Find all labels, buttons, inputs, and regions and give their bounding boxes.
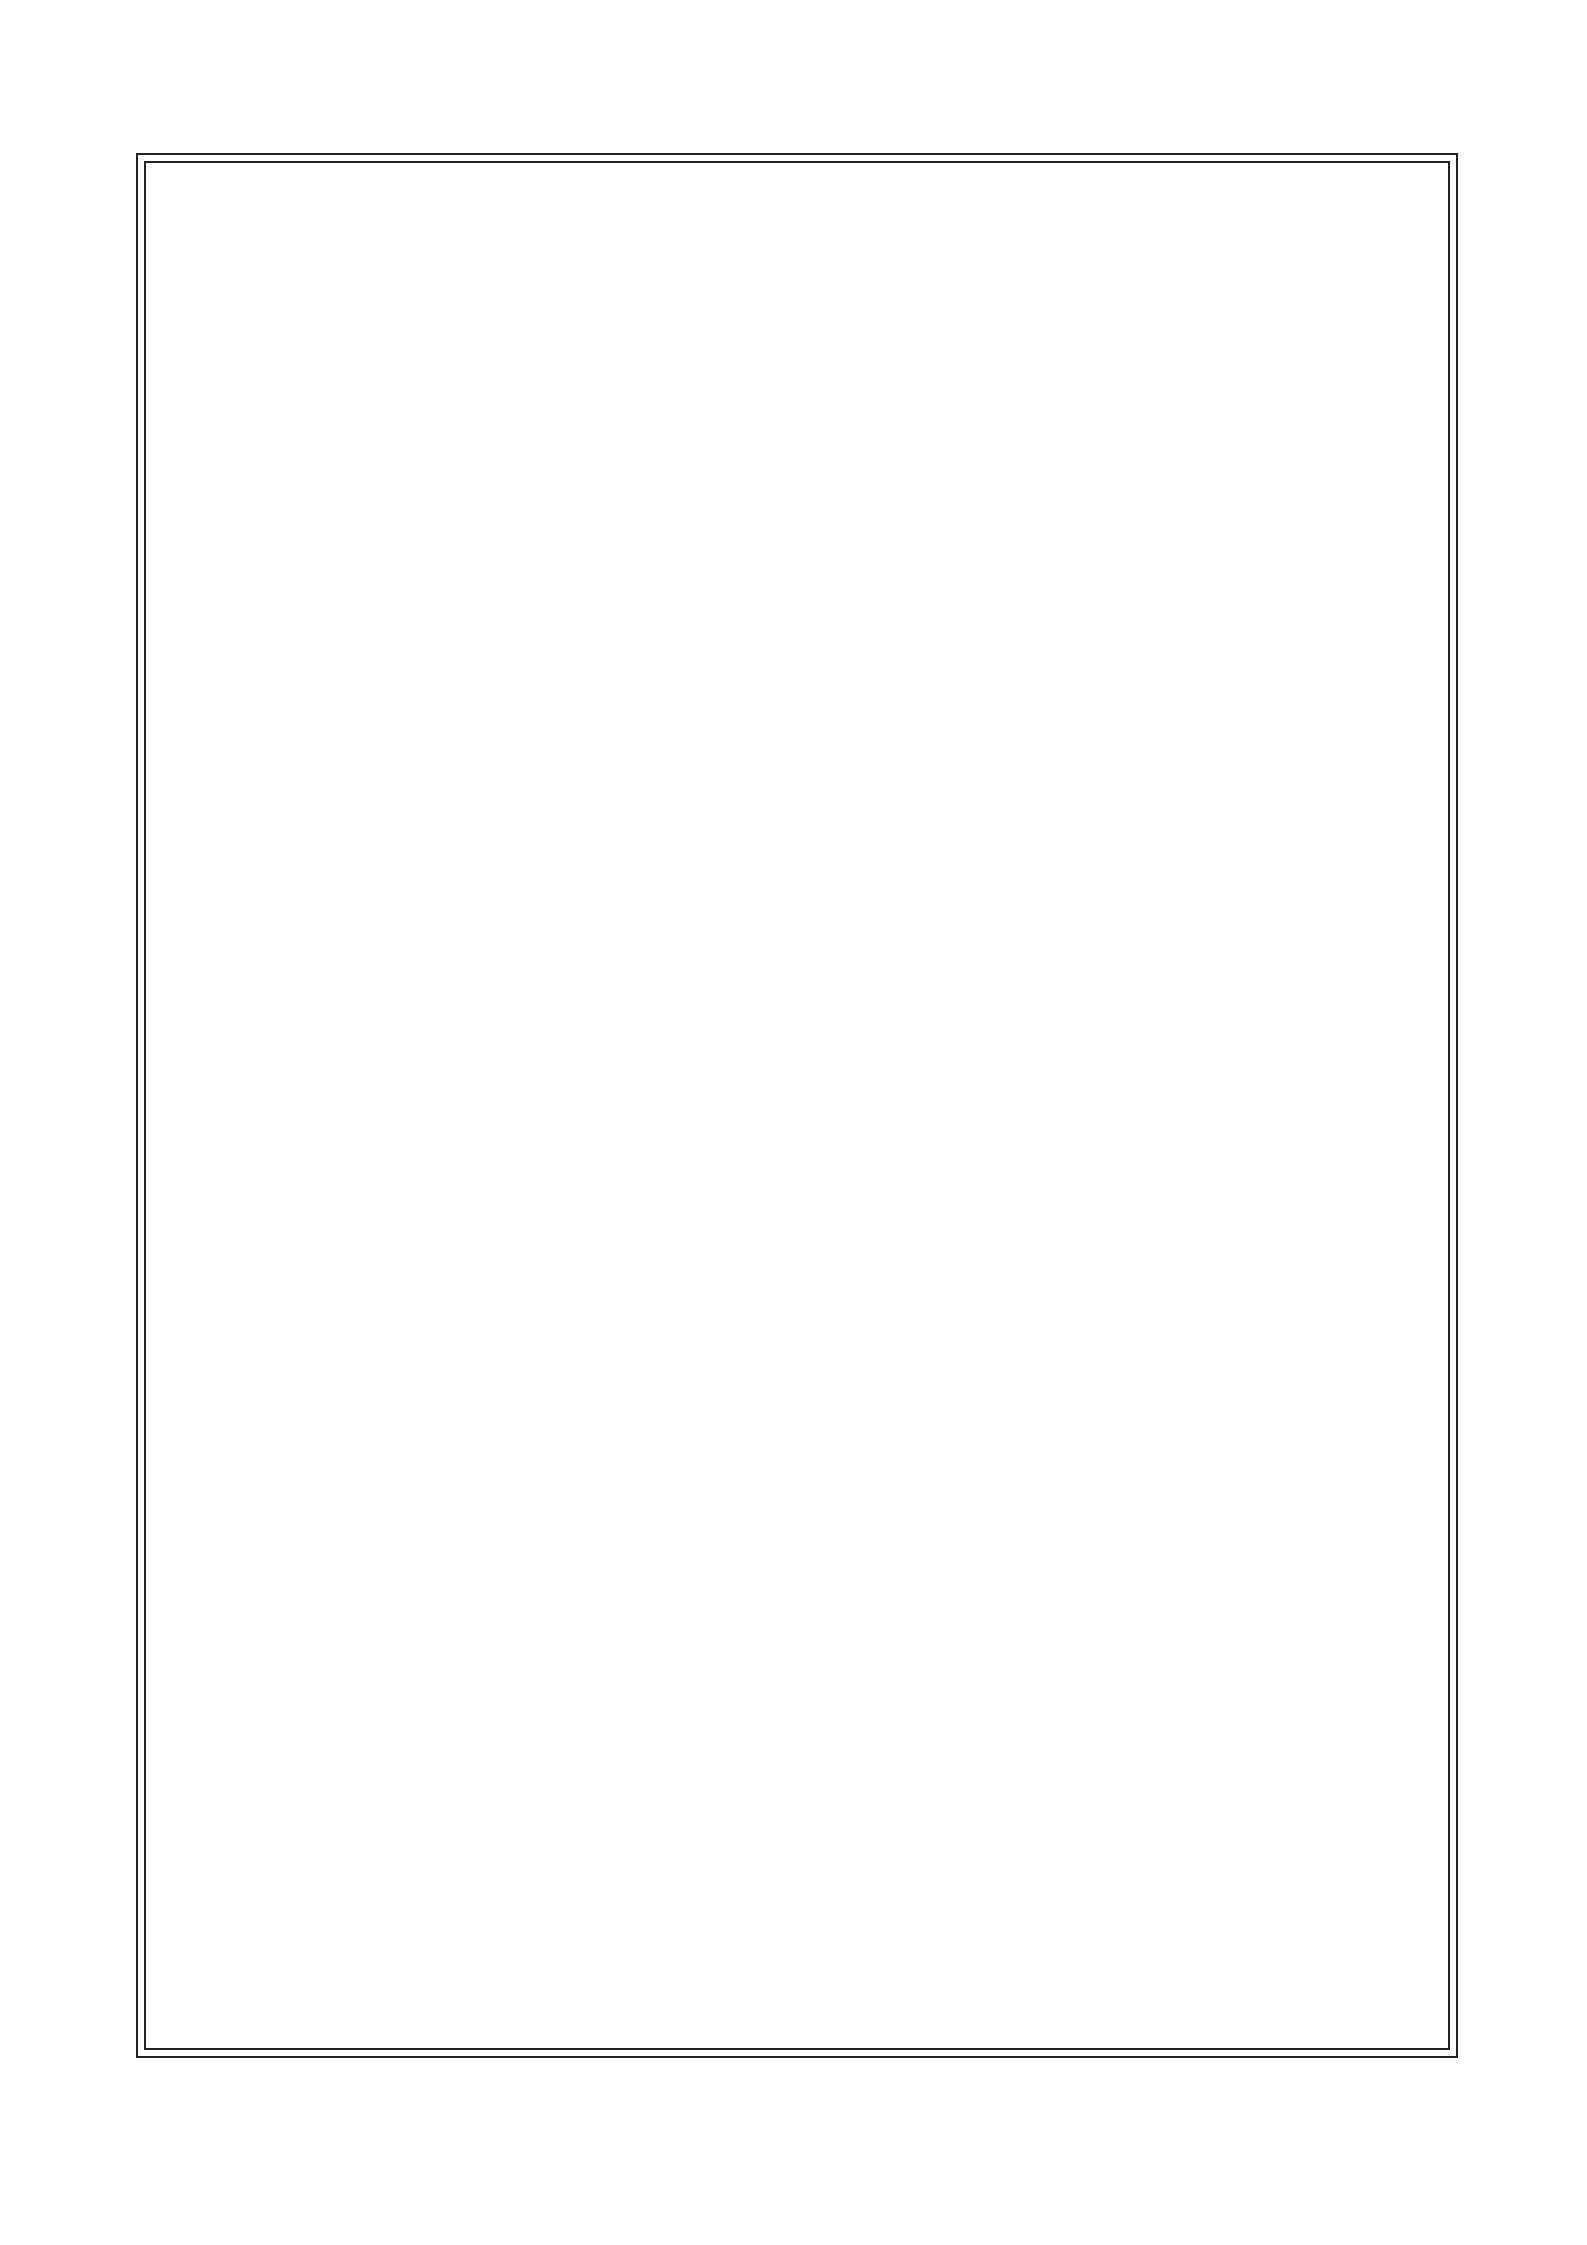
ruled-sheet <box>144 161 1450 2050</box>
page-frame <box>136 153 1458 2058</box>
